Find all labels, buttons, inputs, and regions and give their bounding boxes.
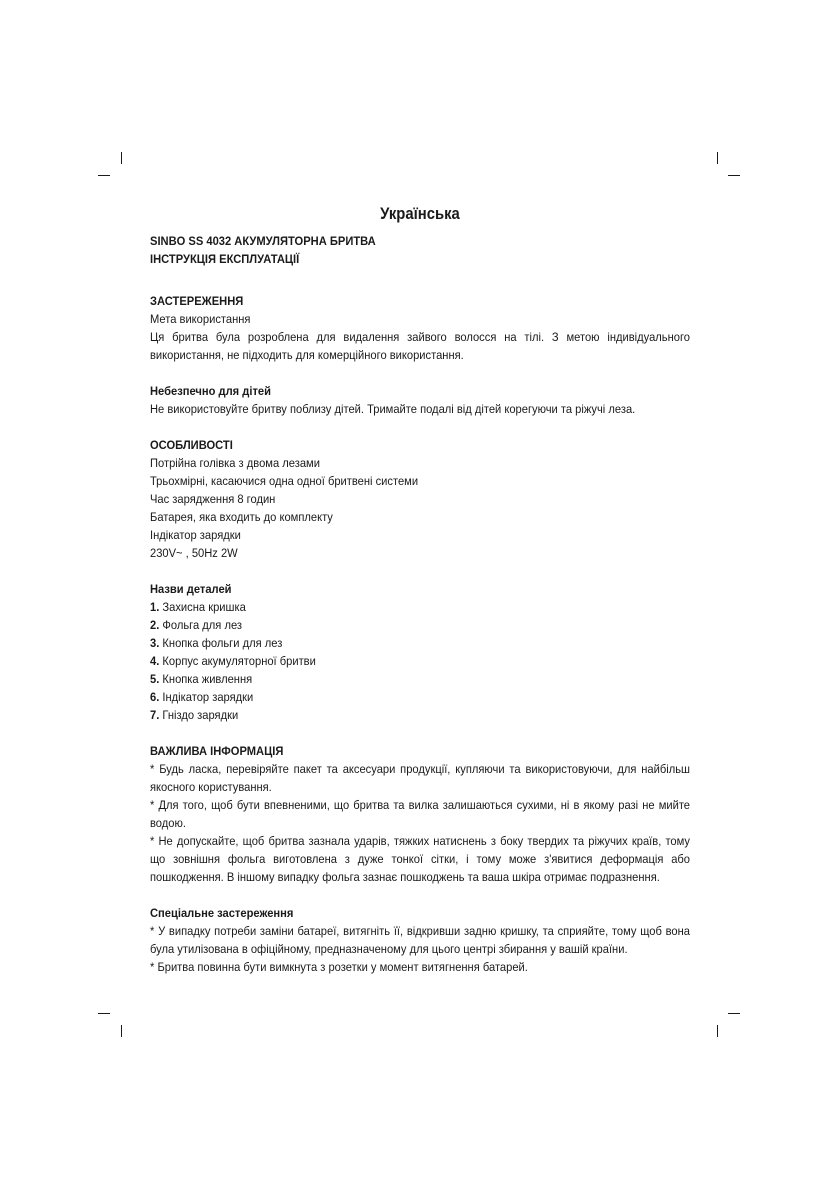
part-item xyxy=(150,670,690,688)
special-paragraph: * У випадку потреби заміни батареї, витягніть її, відкривши задню кришку, та сприяйте, тому щоб вона була утилізована в офіційному, предназначеному для цього центрі збирання у вашій країни. xyxy=(150,924,690,956)
crop-mark-top-right-vertical xyxy=(717,152,718,164)
language-title: Українська xyxy=(380,205,460,223)
manual-page xyxy=(150,200,690,976)
warnings-subheading: Мета використання xyxy=(150,312,251,326)
feature-item: Потрійна голівка з двома лезами xyxy=(150,456,320,470)
part-item xyxy=(150,706,690,724)
crop-mark-bottom-left-horizontal xyxy=(98,1013,110,1014)
part-label: Індікатор зарядки xyxy=(162,690,254,704)
part-label: Корпус акумуляторної бритви xyxy=(162,654,316,668)
part-label: Кнопка фольги для лез xyxy=(162,636,283,650)
part-label: Захисна кришка xyxy=(162,600,246,614)
part-number: 1. xyxy=(150,600,160,614)
manual-title: ІНСТРУКЦІЯ ЕКСПЛУАТАЦІЇ xyxy=(150,252,300,266)
part-number: 5. xyxy=(150,672,160,686)
crop-mark-top-left-horizontal xyxy=(98,175,110,176)
product-title: SINBO SS 4032 АКУМУЛЯТОРНА БРИТВА xyxy=(150,234,376,248)
special-section xyxy=(150,904,690,976)
part-number: 3. xyxy=(150,636,160,650)
part-number: 7. xyxy=(150,708,160,722)
children-heading: Небезпечно для дітей xyxy=(150,384,271,398)
part-item xyxy=(150,598,690,616)
crop-mark-top-left-vertical xyxy=(121,152,122,164)
part-label: Фольга для лез xyxy=(162,618,243,632)
part-item xyxy=(150,634,690,652)
important-paragraph: * Не допускайте, щоб бритва зазнала ударів, тяжких натиснень з боку твердих та ріжучих країв, тому що зовнішня фольга виготовлена з дуже тонкої сітки, і тому може з'явитися деформація або пошкодження. В іншому випадку фольга зазнає пошкоджень та ваша шкіра отримає подразнення. xyxy=(150,834,690,884)
feature-item: Батарея, яка входить до комплекту xyxy=(150,510,333,524)
warnings-text: Ця бритва була розроблена для видалення зайвого волосся на тілі. З метою індивідуального використання, не підходить для комерційного використання. xyxy=(150,330,690,362)
parts-heading: Назви деталей xyxy=(150,582,232,596)
part-number: 6. xyxy=(150,690,160,704)
crop-mark-bottom-right-vertical xyxy=(717,1025,718,1037)
children-section xyxy=(150,382,690,418)
part-label: Гніздо зарядки xyxy=(162,708,239,722)
important-heading: ВАЖЛИВА ІНФОРМАЦІЯ xyxy=(150,744,284,758)
part-item xyxy=(150,688,690,706)
warnings-heading: ЗАСТЕРЕЖЕННЯ xyxy=(150,294,244,308)
feature-item: Трьохмірні, касаючися одна одної бритвені системи xyxy=(150,474,419,488)
part-item xyxy=(150,652,690,670)
important-section xyxy=(150,742,690,886)
feature-item: Індікатор зарядки xyxy=(150,528,241,542)
part-label: Кнопка живлення xyxy=(162,672,253,686)
part-item xyxy=(150,616,690,634)
warnings-section xyxy=(150,292,690,364)
special-paragraph: * Бритва повинна бути вимкнута з розетки у момент витягнення батарей. xyxy=(150,960,528,974)
children-text: Не використовуйте бритву поблизу дітей. Тримайте подалі від дітей корегуючи та ріжучі леза. xyxy=(150,402,636,416)
crop-mark-bottom-right-horizontal xyxy=(728,1013,740,1014)
features-heading: ОСОБЛИВОСТІ xyxy=(150,438,233,452)
features-section xyxy=(150,436,690,562)
parts-section xyxy=(150,580,690,724)
important-paragraph: * Будь ласка, перевіряйте пакет та аксесуари продукції, купляючи та використовуючи, для найбільш якосного користування. xyxy=(150,762,690,794)
part-number: 4. xyxy=(150,654,160,668)
crop-mark-bottom-left-vertical xyxy=(121,1025,122,1037)
important-paragraph: * Для того, щоб бути впевненими, що бритва та вилка залишаються сухими, ні в якому разі не мийте водою. xyxy=(150,798,690,830)
part-number: 2. xyxy=(150,618,160,632)
special-heading: Спеціальне застереження xyxy=(150,906,294,920)
crop-mark-top-right-horizontal xyxy=(728,175,740,176)
feature-item: 230V~ , 50Hz 2W xyxy=(150,546,238,560)
feature-item: Час зарядження 8 годин xyxy=(150,492,276,506)
